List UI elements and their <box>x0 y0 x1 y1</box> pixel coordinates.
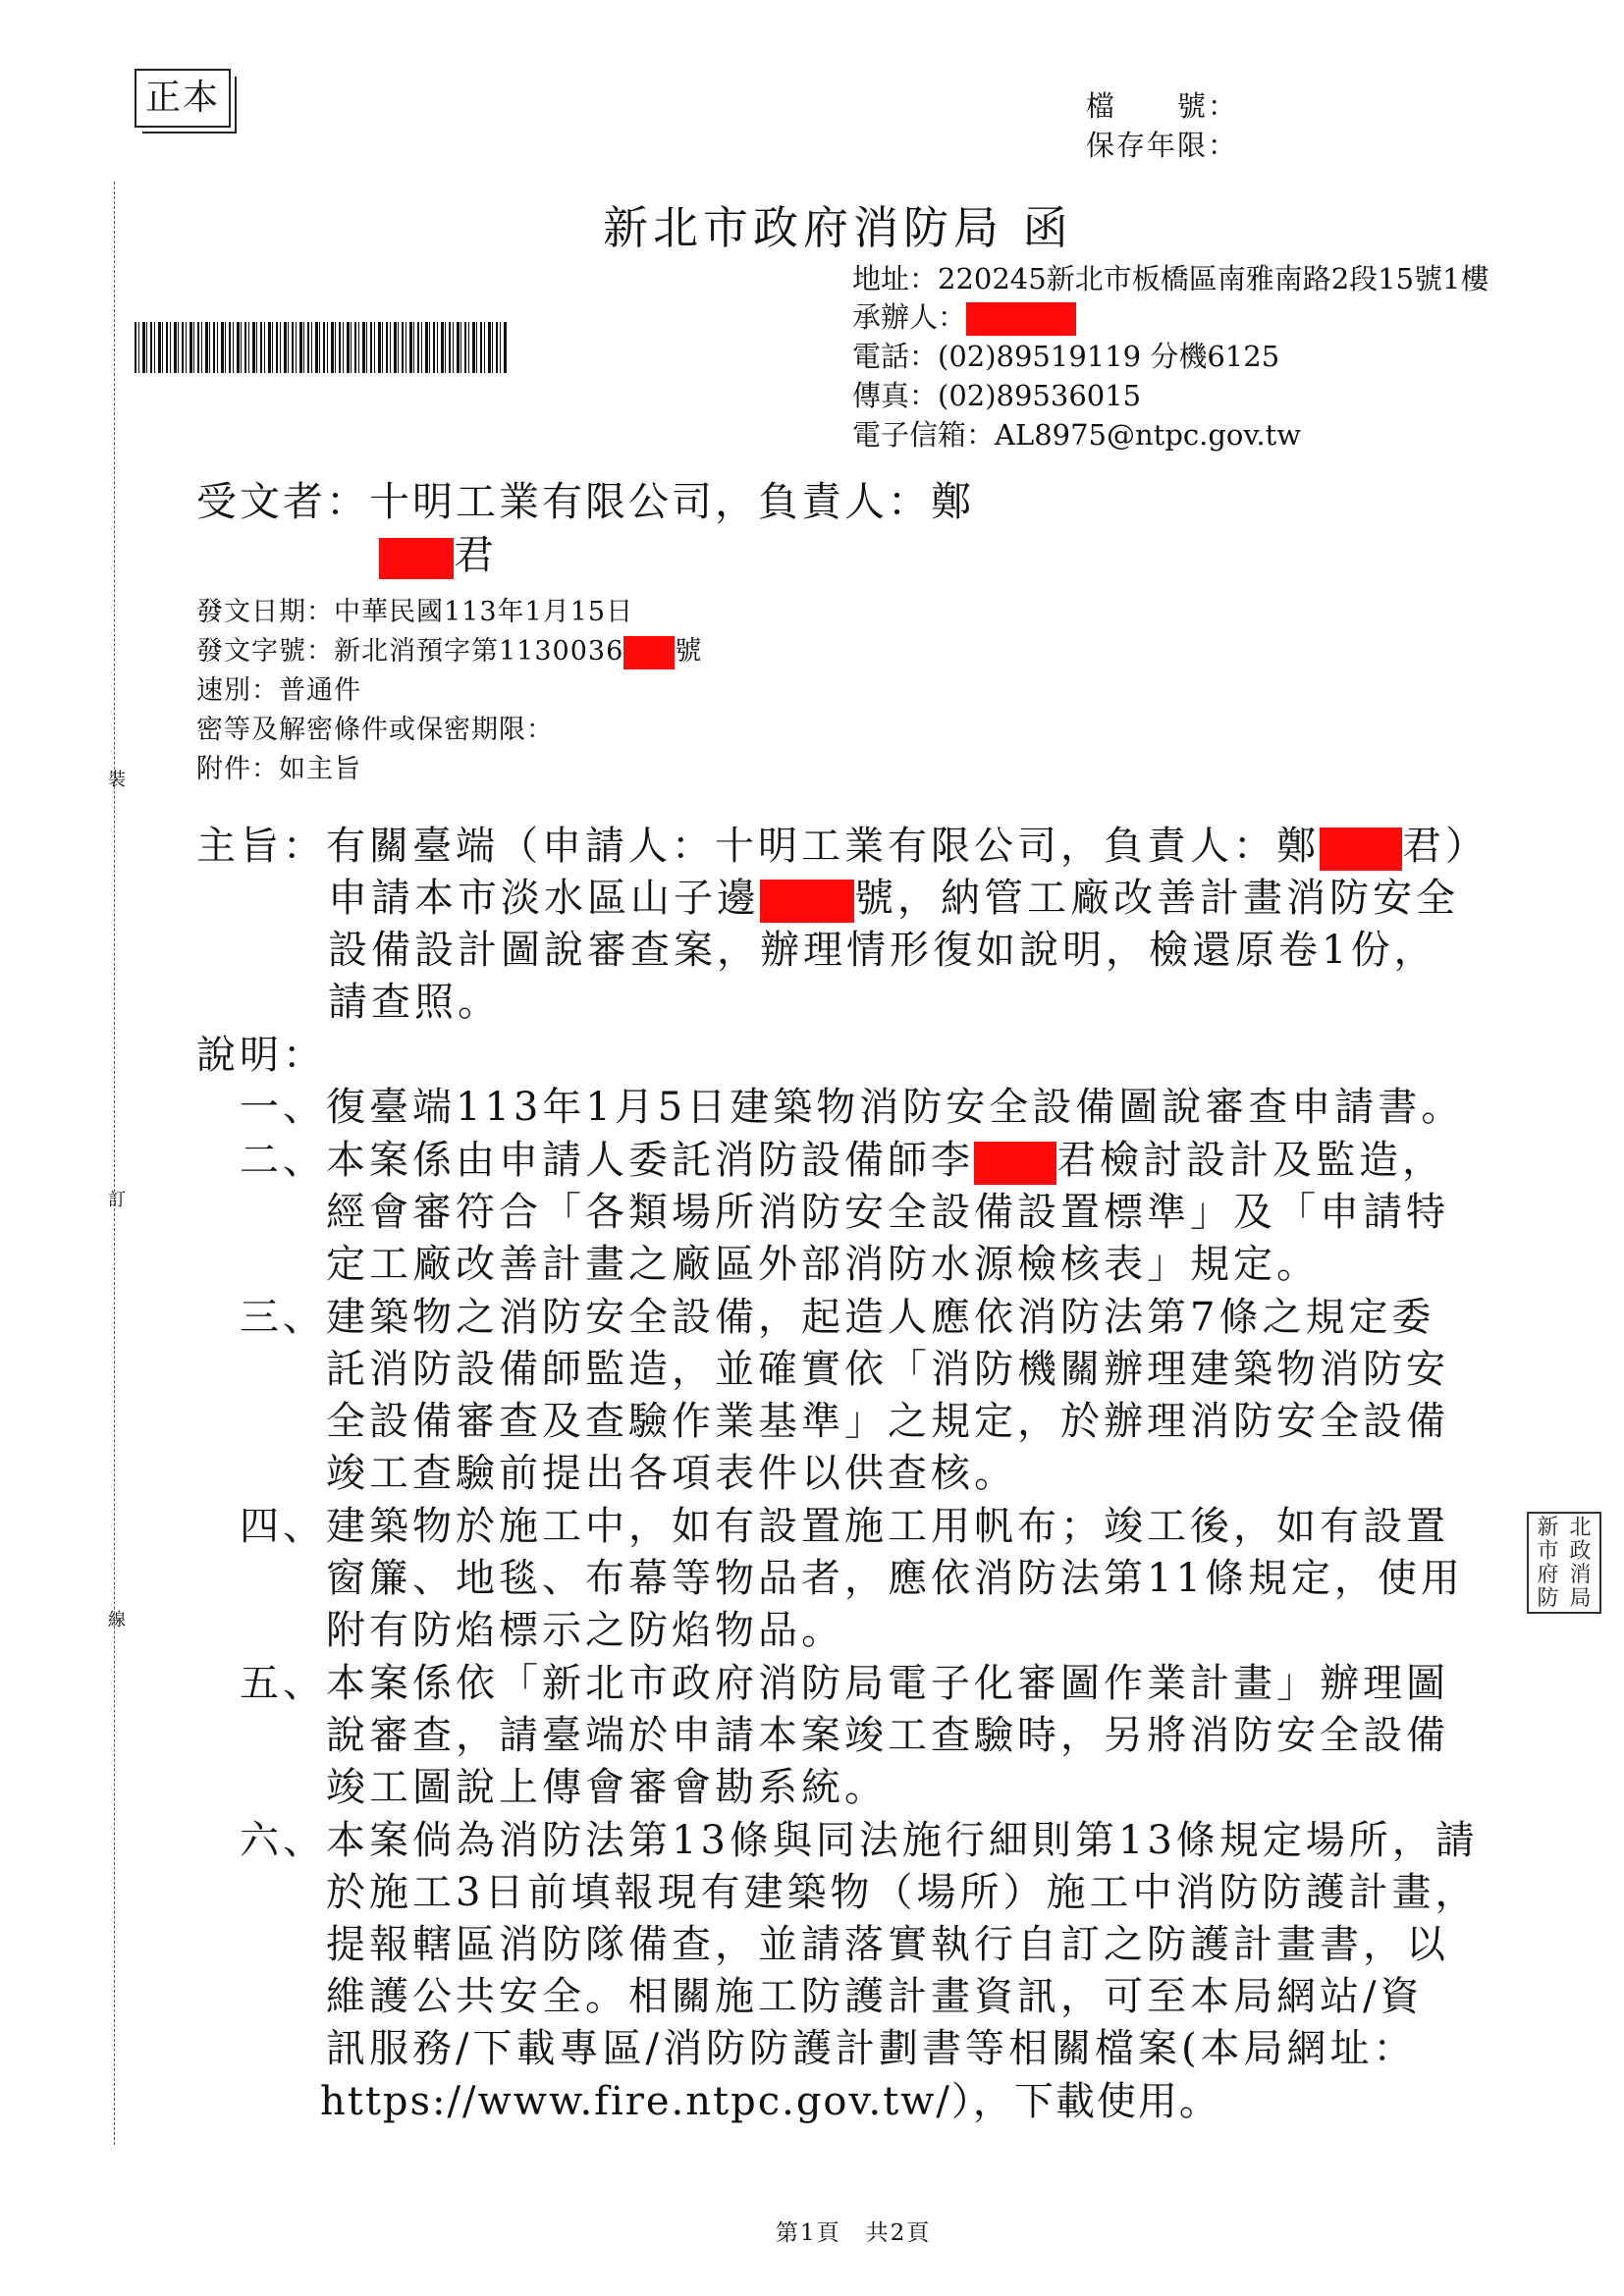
subject-line: 設備設計圖說審查案，辦理情形復如說明，檢還原卷1份， <box>328 928 1437 973</box>
seal-char: 府 <box>1537 1563 1559 1587</box>
binding-mark: 訂 <box>108 1190 126 1210</box>
explanation-item-6-url: https://www.fire.ntpc.gov.tw/），下載使用。 <box>320 2079 1220 2124</box>
explanation-text: 君檢討設計及監造， <box>1056 1138 1445 1183</box>
explanation-item-3-cont: 全設備審查及查驗作業基準」之規定，於辦理消防安全設備 <box>326 1399 1449 1444</box>
binding-mark: 線 <box>108 1610 126 1630</box>
page-number: 第1頁 共2頁 <box>776 2220 932 2246</box>
explanation-text: 二、本案係由申請人委託消防設備師李 <box>240 1138 974 1183</box>
explanation-item-2-cont: 定工廠改善計畫之廠區外部消防水源檢核表」規定。 <box>326 1242 1320 1287</box>
subject-text: 申請本市淡水區山子邊 <box>328 876 760 921</box>
file-number-label: 檔 號： <box>1086 89 1239 123</box>
seal-char: 政 <box>1569 1539 1592 1564</box>
doc-number-prefix: 發文字號：新北消預字第1130036 <box>196 636 624 667</box>
doc-number-suffix: 號 <box>675 636 703 667</box>
seal-char: 局 <box>1569 1586 1592 1611</box>
explanation-item-3: 三、建築物之消防安全設備，起造人應依消防法第7條之規定委 <box>240 1295 1435 1340</box>
subject-text: 號，納管工廠改善計畫消防安全 <box>854 876 1459 921</box>
document-title: 新北市政府消防局 函 <box>603 201 1073 254</box>
subject-line <box>196 815 1489 871</box>
explanation-label: 說明： <box>196 1033 326 1078</box>
seal-char: 消 <box>1569 1563 1592 1587</box>
explanation-item-4-cont: 窗簾、地毯、布幕等物品者，應依消防法第11條規定，使用 <box>326 1556 1464 1601</box>
redaction-box <box>1320 828 1402 871</box>
issue-date: 發文日期：中華民國113年1月15日 <box>196 597 634 627</box>
redaction-box <box>379 538 454 579</box>
fax: 傳真：(02)89536015 <box>852 379 1142 412</box>
recipient-line: 受文者：十明工業有限公司，負責人：鄭 <box>196 478 974 525</box>
subject-line <box>328 867 1459 923</box>
email: 電子信箱：AL8975@ntpc.gov.tw <box>852 418 1302 452</box>
attachment: 附件：如主旨 <box>196 754 361 784</box>
subject-text: 君） <box>1402 824 1489 869</box>
document-number <box>196 629 702 669</box>
subject-line: 請查照。 <box>328 980 501 1025</box>
side-seal-stamp <box>1527 1512 1601 1614</box>
recipient-name-line <box>379 522 497 580</box>
recipient-suffix: 君 <box>454 531 497 578</box>
address: 地址：220245新北市板橋區南雅南路2段15號1樓 <box>852 262 1489 295</box>
explanation-item-5-cont: 說審查，請臺端於申請本案竣工查驗時，另將消防安全設備 <box>326 1713 1449 1758</box>
phone: 電話：(02)89519119 分機6125 <box>852 340 1280 373</box>
handler <box>852 295 1076 336</box>
seal-char: 新 <box>1537 1516 1559 1540</box>
handler-label: 承辦人： <box>852 300 967 334</box>
explanation-item-6-cont: 維護公共安全。相關施工防護計畫資訊，可至本局網站/資 <box>326 1974 1424 2019</box>
explanation-item-6: 六、本案倘為消防法第13條與同法施行細則第13條規定場所，請 <box>240 1818 1479 1863</box>
delivery-speed: 速別：普通件 <box>196 675 361 706</box>
barcode <box>135 322 508 373</box>
binding-mark: 裝 <box>108 770 126 790</box>
explanation-item-2-cont: 經會審符合「各類場所消防安全設備設置標準」及「申請特 <box>326 1190 1449 1235</box>
original-copy-stamp: 正本 <box>135 69 231 128</box>
redaction-box <box>966 302 1076 336</box>
explanation-item-4-cont: 附有防焰標示之防焰物品。 <box>326 1608 844 1653</box>
explanation-item-4: 四、建築物於施工中，如有設置施工用帆布；竣工後，如有設置 <box>240 1504 1449 1549</box>
binding-line <box>114 182 115 2145</box>
explanation-item-6-cont: 訊服務/下載專區/消防防護計劃書等相關檔案(本局網址： <box>326 2026 1417 2071</box>
seal-char: 市 <box>1537 1539 1559 1564</box>
explanation-item-2 <box>240 1129 1445 1185</box>
explanation-item-3-cont: 託消防設備師監造，並確實依「消防機關辦理建築物消防安 <box>326 1347 1449 1392</box>
seal-char: 北 <box>1569 1516 1592 1540</box>
explanation-item-6-cont: 提報轄區消防隊備查，並請落實執行自訂之防護計畫書，以 <box>326 1922 1449 1967</box>
seal-char: 防 <box>1537 1586 1559 1611</box>
explanation-item-6-cont: 於施工3日前填報現有建築物（場所）施工中消防防護計畫， <box>326 1870 1479 1915</box>
subject-text: 主旨：有關臺端（申請人：十明工業有限公司，負責人：鄭 <box>196 824 1320 869</box>
redaction-box <box>760 880 854 923</box>
redaction-box <box>974 1142 1056 1185</box>
explanation-item-5: 五、本案係依「新北市政府消防局電子化審圖作業計畫」辦理圖 <box>240 1661 1449 1706</box>
explanation-item-3-cont: 竣工查驗前提出各項表件以供查核。 <box>326 1451 1017 1496</box>
retention-period-label: 保存年限： <box>1086 129 1239 162</box>
explanation-item-5-cont: 竣工圖說上傳會審會勘系統。 <box>326 1765 888 1810</box>
explanation-item-1: 一、復臺端113年1月5日建築物消防安全設備圖說審查申請書。 <box>240 1085 1465 1130</box>
secrecy-level: 密等及解密條件或保密期限： <box>196 715 554 745</box>
redaction-box <box>623 636 675 669</box>
